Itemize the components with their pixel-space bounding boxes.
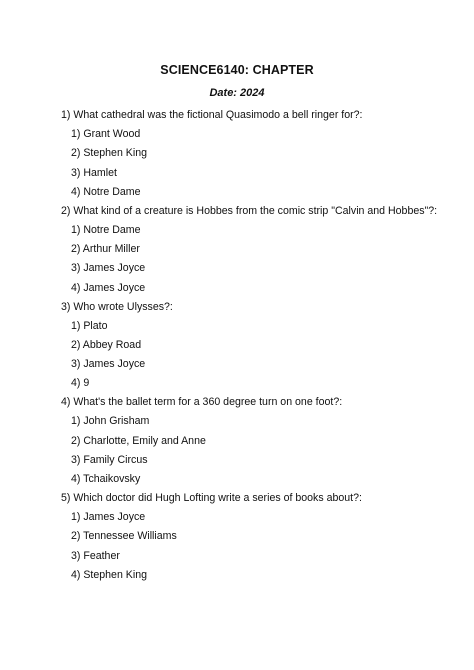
answer-option: 1) Grant Wood: [71, 128, 141, 141]
answer-option: 1) Notre Dame: [71, 223, 141, 236]
answer-options: [61, 510, 461, 582]
answer-option: 3) James Joyce: [71, 358, 146, 371]
answer-option: 2) Stephen King: [71, 147, 147, 160]
answer-option: 2) Arthur Miller: [71, 243, 140, 256]
answer-option: 3) Family Circus: [71, 453, 148, 466]
question-3: [61, 300, 461, 391]
answer-option: 1) John Grisham: [71, 415, 150, 428]
answer-option: 2) Charlotte, Emily and Anne: [71, 434, 206, 447]
question-4: [61, 395, 461, 486]
question-text: 3) Who wrote Ulysses?:: [61, 300, 173, 313]
question-text: 4) What's the ballet term for a 360 degree turn on one foot?:: [61, 396, 343, 409]
question-list: [61, 108, 461, 582]
answer-option: 3) Hamlet: [71, 166, 117, 179]
answer-options: [61, 414, 461, 486]
answer-option: 4) James Joyce: [71, 281, 146, 294]
document-title: SCIENCE6140: CHAPTER: [160, 63, 314, 77]
question-text: 1) What cathedral was the fictional Quasimodo a bell ringer for?:: [61, 109, 363, 121]
answer-option: 2) Abbey Road: [71, 338, 142, 351]
answer-option: 1) Plato: [71, 319, 108, 332]
answer-options: [61, 127, 461, 199]
answer-option: 4) Tchaikovsky: [71, 473, 141, 485]
document-date: Date: 2024: [209, 87, 265, 99]
answer-option: 4) Notre Dame: [71, 185, 141, 198]
answer-option: 1) James Joyce: [71, 511, 146, 524]
answer-options: [61, 319, 461, 391]
question-1: [61, 108, 461, 199]
question-text: 2) What kind of a creature is Hobbes from the comic strip "Calvin and Hobbes"?:: [61, 204, 438, 217]
answer-option: 3) James Joyce: [71, 262, 146, 275]
answer-option: 2) Tennessee Williams: [71, 530, 177, 543]
answer-option: 4) 9: [71, 377, 90, 390]
question-text: 5) Which doctor did Hugh Lofting write a series of books about?:: [61, 492, 362, 504]
question-2: [61, 204, 461, 295]
question-5: [61, 491, 461, 582]
answer-options: [61, 223, 461, 295]
answer-option: 3) Feather: [71, 549, 120, 562]
answer-option: 4) Stephen King: [71, 568, 147, 581]
